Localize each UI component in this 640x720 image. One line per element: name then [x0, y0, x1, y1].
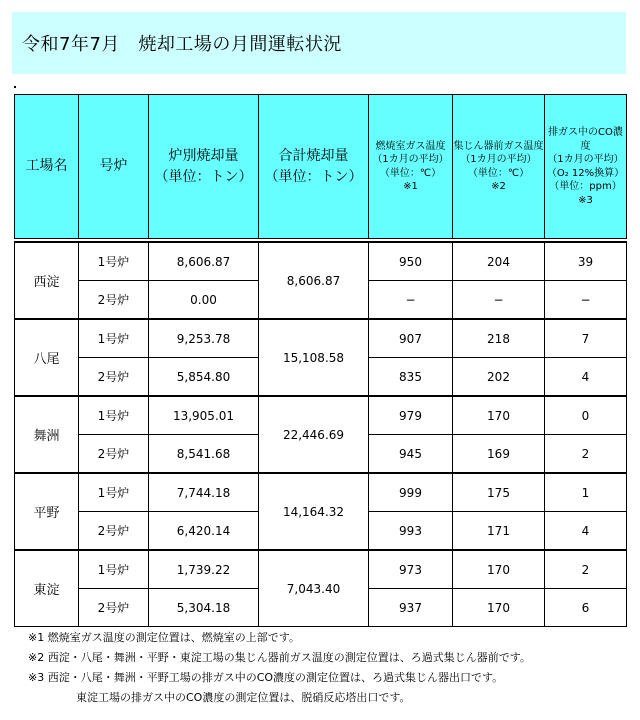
furnace-amount: 1,739.22	[149, 550, 259, 589]
combustion-temp: 907	[369, 319, 453, 358]
plant-name: 平野	[15, 473, 79, 550]
combustion-temp: 950	[369, 242, 453, 281]
unit-label: 2号炉	[79, 358, 149, 397]
table-row	[15, 242, 627, 281]
total-amount: 14,164.32	[259, 473, 369, 550]
unit-label: 1号炉	[79, 319, 149, 358]
collector-temp: 171	[453, 512, 545, 551]
header-row	[15, 95, 627, 239]
collector-temp: 218	[453, 319, 545, 358]
header-collector-temp: 集じん器前ガス温度 （1カ月の平均） （単位：℃） ※2	[453, 95, 545, 239]
page-title	[12, 12, 626, 74]
furnace-amount: 8,541.68	[149, 435, 259, 474]
collector-temp: −	[453, 281, 545, 320]
combustion-temp: 835	[369, 358, 453, 397]
co-concentration: 39	[545, 242, 627, 281]
table-row	[15, 396, 627, 435]
co-concentration: 6	[545, 589, 627, 627]
header-furnace-amount: 炉別焼却量 （単位：トン）	[149, 95, 259, 239]
total-amount: 15,108.58	[259, 319, 369, 396]
co-concentration: 4	[545, 512, 627, 551]
plant-name: 西淀	[15, 242, 79, 319]
plant-name: 舞洲	[15, 396, 79, 473]
furnace-amount: 7,744.18	[149, 473, 259, 512]
table-row	[15, 473, 627, 512]
collector-temp: 202	[453, 358, 545, 397]
co-concentration: 1	[545, 473, 627, 512]
unit-label: 1号炉	[79, 242, 149, 281]
furnace-amount: 5,854.80	[149, 358, 259, 397]
total-amount: 8,606.87	[259, 242, 369, 319]
unit-label: 1号炉	[79, 396, 149, 435]
combustion-temp: 999	[369, 473, 453, 512]
collector-temp: 175	[453, 473, 545, 512]
header-unit: 号炉	[79, 95, 149, 239]
co-concentration: 4	[545, 358, 627, 397]
furnace-amount: 8,606.87	[149, 242, 259, 281]
co-concentration: 0	[545, 396, 627, 435]
co-concentration: −	[545, 281, 627, 320]
unit-label: 2号炉	[79, 589, 149, 627]
co-concentration: 2	[545, 550, 627, 589]
header-combustion-temp: 燃焼室ガス温度 （1カ月の平均） （単位：℃） ※1	[369, 95, 453, 239]
combustion-temp: 937	[369, 589, 453, 627]
total-amount: 7,043.40	[259, 550, 369, 627]
stray-dot	[14, 86, 16, 88]
footnote-2: ※2 西淀・八尾・舞洲・平野・東淀工場の集じん器前ガス温度の測定位置は、ろ過式集じん器前です。	[28, 651, 531, 664]
operations-table	[14, 94, 627, 627]
combustion-temp: −	[369, 281, 453, 320]
furnace-amount: 0.00	[149, 281, 259, 320]
header-plant: 工場名	[15, 95, 79, 239]
co-concentration: 2	[545, 435, 627, 474]
footnote-3: ※3 西淀・八尾・舞洲・平野工場の排ガス中のCO濃度の測定位置は、ろ過式集じん器出口です。	[28, 671, 504, 684]
collector-temp: 170	[453, 550, 545, 589]
combustion-temp: 945	[369, 435, 453, 474]
collector-temp: 204	[453, 242, 545, 281]
footnote-1: ※1 燃焼室ガス温度の測定位置は、燃焼室の上部です。	[28, 631, 300, 644]
table-row	[15, 319, 627, 358]
furnace-amount: 6,420.14	[149, 512, 259, 551]
unit-label: 2号炉	[79, 512, 149, 551]
header-total-amount: 合計焼却量 （単位：トン）	[259, 95, 369, 239]
collector-temp: 169	[453, 435, 545, 474]
unit-label: 1号炉	[79, 473, 149, 512]
plant-name: 東淀	[15, 550, 79, 627]
collector-temp: 170	[453, 589, 545, 627]
header-co-concentration: 排ガス中のCO濃度 （1カ月の平均） （O₂ 12%換算） （単位：ppm） ※3	[545, 95, 627, 239]
combustion-temp: 973	[369, 550, 453, 589]
table-row	[15, 550, 627, 589]
furnace-amount: 5,304.18	[149, 589, 259, 627]
furnace-amount: 9,253.78	[149, 319, 259, 358]
combustion-temp: 979	[369, 396, 453, 435]
co-concentration: 7	[545, 319, 627, 358]
unit-label: 1号炉	[79, 550, 149, 589]
collector-temp: 170	[453, 396, 545, 435]
unit-label: 2号炉	[79, 435, 149, 474]
footnote-3-continuation: 東淀工場の排ガス中のCO濃度の測定位置は、脱硝反応塔出口です。	[76, 691, 411, 704]
unit-label: 2号炉	[79, 281, 149, 320]
total-amount: 22,446.69	[259, 396, 369, 473]
furnace-amount: 13,905.01	[149, 396, 259, 435]
combustion-temp: 993	[369, 512, 453, 551]
plant-name: 八尾	[15, 319, 79, 396]
footnotes	[28, 628, 628, 708]
page-title-text: 令和7年7月 焼却工場の月間運転状況	[22, 34, 342, 55]
